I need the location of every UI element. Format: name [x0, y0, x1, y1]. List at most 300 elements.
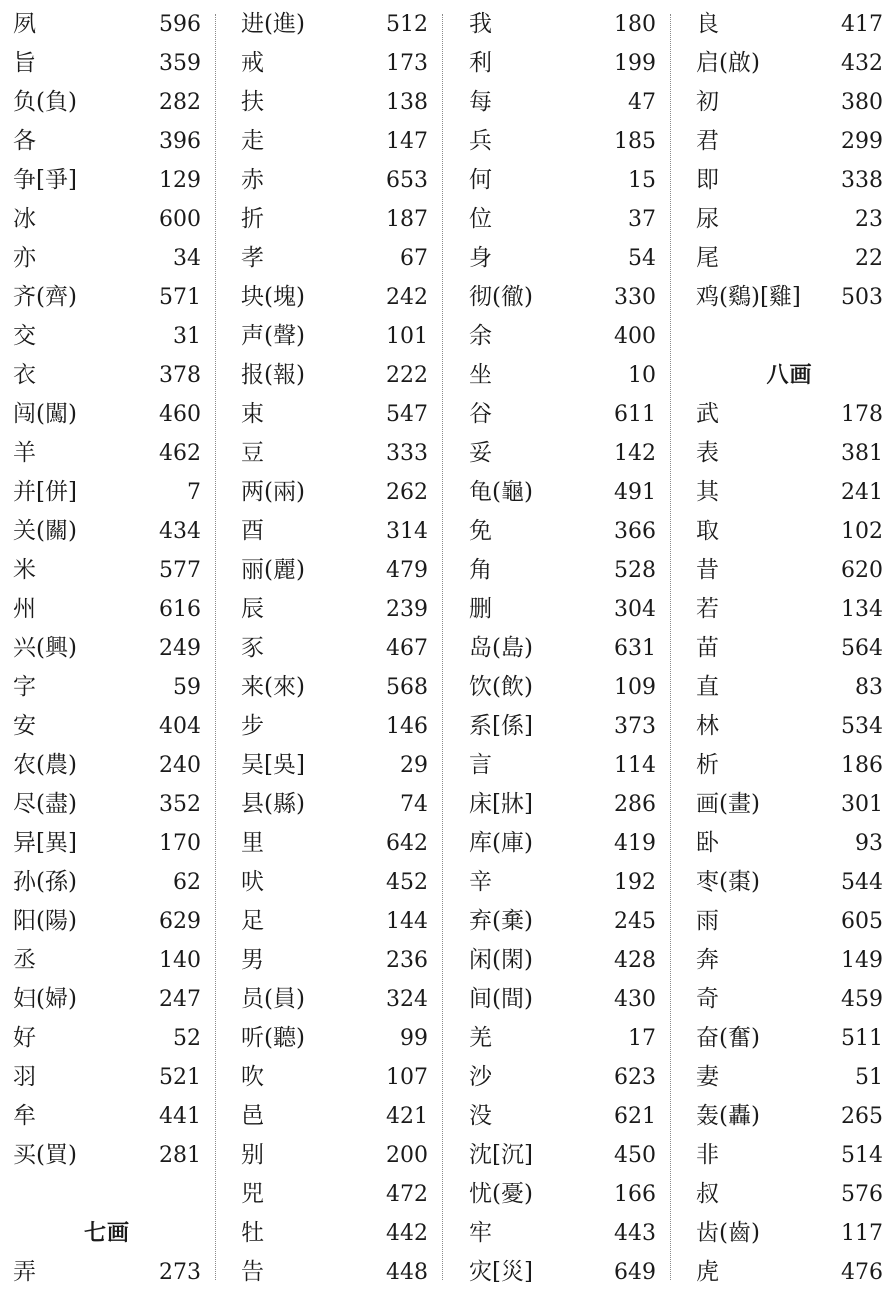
entry-character: 兕	[241, 1181, 264, 1207]
entry-page-number: 37	[628, 207, 656, 232]
index-entry	[696, 1253, 883, 1292]
entry-character: 位	[469, 206, 492, 232]
entry-character: 好	[13, 1025, 36, 1051]
index-entry	[469, 239, 656, 278]
entry-character: 兴(興)	[13, 635, 77, 661]
index-entry	[241, 434, 428, 473]
index-entry	[469, 629, 656, 668]
entry-page-number: 147	[386, 129, 428, 154]
index-entry	[241, 5, 428, 44]
entry-character: 折	[241, 206, 264, 232]
entry-character: 两(兩)	[241, 479, 305, 505]
entry-page-number: 314	[386, 519, 428, 544]
entry-character: 免	[469, 518, 492, 544]
entry-page-number: 564	[841, 636, 883, 661]
entry-character: 闯(闖)	[13, 401, 77, 427]
entry-character: 齿(齒)	[696, 1220, 760, 1246]
entry-character: 农(農)	[13, 752, 77, 778]
entry-page-number: 442	[386, 1221, 428, 1246]
entry-page-number: 67	[400, 246, 428, 271]
entry-character: 鸡(鷄)[雞]	[696, 284, 801, 310]
entry-page-number: 479	[386, 558, 428, 583]
index-entry	[696, 5, 883, 44]
entry-character: 吠	[241, 869, 264, 895]
entry-character: 扶	[241, 89, 264, 115]
entry-character: 奔	[696, 947, 719, 973]
entry-page-number: 170	[159, 831, 201, 856]
entry-page-number: 476	[841, 1260, 883, 1285]
entry-character: 表	[696, 440, 719, 466]
index-entry	[13, 317, 201, 356]
entry-character: 争[爭]	[13, 167, 77, 193]
entry-character: 牡	[241, 1220, 264, 1246]
entry-character: 妥	[469, 440, 492, 466]
entry-page-number: 366	[614, 519, 656, 544]
entry-page-number: 534	[841, 714, 883, 739]
entry-character: 谷	[469, 401, 492, 427]
entry-page-number: 241	[841, 480, 883, 505]
index-entry	[13, 395, 201, 434]
entry-character: 彻(徹)	[469, 284, 533, 310]
entry-page-number: 185	[614, 129, 656, 154]
entry-page-number: 15	[628, 168, 656, 193]
entry-character: 析	[696, 752, 719, 778]
entry-page-number: 443	[614, 1221, 656, 1246]
entry-character: 足	[241, 908, 264, 934]
entry-page-number: 359	[159, 51, 201, 76]
index-entry	[13, 5, 201, 44]
entry-character: 言	[469, 752, 492, 778]
entry-page-number: 621	[614, 1104, 656, 1129]
entry-character: 利	[469, 50, 492, 76]
entry-character: 其	[696, 479, 719, 505]
index-entry	[241, 551, 428, 590]
entry-page-number: 304	[614, 597, 656, 622]
index-entry	[241, 122, 428, 161]
index-entry	[696, 590, 883, 629]
index-entry	[13, 200, 201, 239]
entry-page-number: 611	[614, 402, 656, 427]
entry-page-number: 528	[614, 558, 656, 583]
entry-character: 君	[696, 128, 719, 154]
entry-character: 若	[696, 596, 719, 622]
entry-character: 龟(龜)	[469, 479, 533, 505]
entry-page-number: 138	[386, 90, 428, 115]
index-entry	[469, 707, 656, 746]
index-entry	[696, 278, 883, 317]
entry-page-number: 282	[159, 90, 201, 115]
entry-character: 州	[13, 596, 36, 622]
entry-page-number: 74	[400, 792, 428, 817]
entry-character: 没	[469, 1103, 492, 1129]
index-entry	[696, 512, 883, 551]
entry-character: 间(間)	[469, 986, 533, 1012]
entry-page-number: 623	[614, 1065, 656, 1090]
index-entry	[241, 473, 428, 512]
index-entry	[696, 44, 883, 83]
index-entry	[696, 707, 883, 746]
index-entry	[696, 746, 883, 785]
entry-page-number: 47	[628, 90, 656, 115]
entry-page-number: 428	[614, 948, 656, 973]
entry-character: 块(塊)	[241, 284, 305, 310]
entry-page-number: 324	[386, 987, 428, 1012]
entry-page-number: 503	[841, 285, 883, 310]
index-entry	[469, 902, 656, 941]
entry-character: 亦	[13, 245, 36, 271]
index-entry	[469, 668, 656, 707]
entry-page-number: 432	[841, 51, 883, 76]
entry-page-number: 245	[614, 909, 656, 934]
entry-page-number: 199	[614, 51, 656, 76]
entry-page-number: 249	[159, 636, 201, 661]
entry-character: 岛(島)	[469, 635, 533, 661]
entry-page-number: 23	[855, 207, 883, 232]
index-entry	[469, 785, 656, 824]
entry-character: 步	[241, 713, 264, 739]
index-entry	[241, 239, 428, 278]
entry-page-number: 404	[159, 714, 201, 739]
entry-character: 奇	[696, 986, 719, 1012]
entry-character: 林	[696, 713, 719, 739]
entry-page-number: 101	[386, 324, 428, 349]
entry-character: 妇(婦)	[13, 986, 77, 1012]
entry-page-number: 330	[614, 285, 656, 310]
entry-character: 虎	[696, 1259, 719, 1285]
entry-page-number: 222	[386, 363, 428, 388]
index-entry	[469, 473, 656, 512]
stroke-count-heading: 八画	[766, 363, 813, 388]
entry-page-number: 491	[614, 480, 656, 505]
entry-page-number: 381	[841, 441, 883, 466]
index-entry	[469, 356, 656, 395]
index-entry	[696, 1214, 883, 1253]
index-column-1	[13, 5, 201, 1292]
entry-character: 孙(孫)	[13, 869, 77, 895]
entry-page-number: 51	[855, 1065, 883, 1090]
index-entry	[13, 863, 201, 902]
entry-character: 字	[13, 674, 36, 700]
entry-character: 即	[696, 167, 719, 193]
entry-page-number: 7	[187, 480, 201, 505]
entry-page-number: 17	[628, 1026, 656, 1051]
index-entry	[241, 1058, 428, 1097]
index-entry	[241, 707, 428, 746]
entry-character: 别	[241, 1142, 264, 1168]
index-entry	[13, 512, 201, 551]
entry-page-number: 511	[841, 1026, 883, 1051]
index-entry	[241, 1253, 428, 1292]
entry-page-number: 472	[386, 1182, 428, 1207]
entry-page-number: 460	[159, 402, 201, 427]
index-entry	[241, 785, 428, 824]
index-entry	[13, 239, 201, 278]
index-entry	[13, 1097, 201, 1136]
entry-page-number: 467	[386, 636, 428, 661]
entry-page-number: 59	[173, 675, 201, 700]
index-entry	[241, 1214, 428, 1253]
index-entry	[469, 122, 656, 161]
index-entry	[469, 980, 656, 1019]
entry-page-number: 605	[841, 909, 883, 934]
entry-character: 声(聲)	[241, 323, 305, 349]
index-entry	[13, 44, 201, 83]
index-entry	[469, 5, 656, 44]
entry-character: 尾	[696, 245, 719, 271]
index-entry	[696, 980, 883, 1019]
entry-character: 角	[469, 557, 492, 583]
entry-character: 米	[13, 557, 36, 583]
index-entry	[241, 317, 428, 356]
entry-page-number: 338	[841, 168, 883, 193]
entry-character: 孝	[241, 245, 264, 271]
index-entry	[241, 863, 428, 902]
entry-character: 昔	[696, 557, 719, 583]
entry-page-number: 281	[159, 1143, 201, 1168]
index-entry	[13, 1253, 201, 1292]
entry-page-number: 434	[159, 519, 201, 544]
index-entry	[13, 434, 201, 473]
entry-character: 每	[469, 89, 492, 115]
entry-page-number: 352	[159, 792, 201, 817]
index-entry	[13, 824, 201, 863]
entry-page-number: 512	[386, 12, 428, 37]
entry-page-number: 631	[614, 636, 656, 661]
entry-character: 报(報)	[241, 362, 305, 388]
entry-page-number: 577	[159, 558, 201, 583]
index-entry	[241, 980, 428, 1019]
entry-character: 豆	[241, 440, 264, 466]
entry-page-number: 642	[386, 831, 428, 856]
index-entry	[13, 746, 201, 785]
entry-page-number: 239	[386, 597, 428, 622]
entry-character: 来(來)	[241, 674, 305, 700]
entry-page-number: 378	[159, 363, 201, 388]
index-entry	[696, 824, 883, 863]
entry-page-number: 129	[159, 168, 201, 193]
entry-character: 走	[241, 128, 264, 154]
entry-character: 良	[696, 11, 719, 37]
entry-character: 旨	[13, 50, 36, 76]
column-divider	[670, 14, 671, 1280]
entry-character: 牢	[469, 1220, 492, 1246]
index-entry	[696, 941, 883, 980]
entry-character: 异[異]	[13, 830, 77, 856]
index-entry	[241, 200, 428, 239]
entry-page-number: 629	[159, 909, 201, 934]
entry-page-number: 452	[386, 870, 428, 895]
index-entry	[469, 863, 656, 902]
entry-page-number: 109	[614, 675, 656, 700]
index-entry	[241, 590, 428, 629]
entry-page-number: 187	[386, 207, 428, 232]
entry-page-number: 236	[386, 948, 428, 973]
index-entry	[469, 590, 656, 629]
index-column-4	[696, 5, 883, 1292]
entry-character: 删	[469, 596, 492, 622]
entry-character: 冰	[13, 206, 36, 232]
entry-character: 坐	[469, 362, 492, 388]
entry-character: 县(縣)	[241, 791, 305, 817]
entry-character: 各	[13, 128, 36, 154]
entry-character: 兵	[469, 128, 492, 154]
index-entry	[13, 629, 201, 668]
index-entry	[469, 434, 656, 473]
entry-page-number: 421	[386, 1104, 428, 1129]
entry-character: 闲(閑)	[469, 947, 533, 973]
entry-character: 弃(棄)	[469, 908, 533, 934]
index-entry	[469, 746, 656, 785]
entry-page-number: 99	[400, 1026, 428, 1051]
entry-character: 库(庫)	[469, 830, 533, 856]
index-entry	[469, 395, 656, 434]
entry-character: 弄	[13, 1259, 36, 1285]
entry-page-number: 149	[841, 948, 883, 973]
index-entry	[696, 200, 883, 239]
entry-page-number: 180	[614, 12, 656, 37]
index-entry	[469, 1214, 656, 1253]
entry-page-number: 186	[841, 753, 883, 778]
entry-character: 买(買)	[13, 1142, 77, 1168]
entry-page-number: 653	[386, 168, 428, 193]
entry-character: 尿	[696, 206, 719, 232]
entry-character: 吴[吳]	[241, 752, 305, 778]
entry-character: 关(關)	[13, 518, 77, 544]
index-entry	[241, 44, 428, 83]
entry-page-number: 107	[386, 1065, 428, 1090]
entry-page-number: 430	[614, 987, 656, 1012]
index-entry	[13, 668, 201, 707]
entry-character: 员(員)	[241, 986, 305, 1012]
entry-character: 叔	[696, 1181, 719, 1207]
column-divider	[215, 14, 216, 1280]
entry-character: 武	[696, 401, 719, 427]
entry-page-number: 649	[614, 1260, 656, 1285]
entry-page-number: 286	[614, 792, 656, 817]
entry-character: 进(進)	[241, 11, 305, 37]
index-entry	[469, 1136, 656, 1175]
index-entry	[696, 1175, 883, 1214]
column-divider	[442, 14, 443, 1280]
entry-page-number: 448	[386, 1260, 428, 1285]
entry-character: 戒	[241, 50, 264, 76]
entry-page-number: 616	[159, 597, 201, 622]
index-entry	[241, 668, 428, 707]
entry-character: 床[牀]	[469, 791, 533, 817]
entry-page-number: 140	[159, 948, 201, 973]
index-entry	[696, 395, 883, 434]
entry-character: 我	[469, 11, 492, 37]
index-entry	[696, 83, 883, 122]
index-entry	[469, 551, 656, 590]
entry-character: 里	[241, 830, 264, 856]
entry-page-number: 450	[614, 1143, 656, 1168]
entry-character: 沈[沉]	[469, 1142, 533, 1168]
entry-character: 身	[469, 245, 492, 271]
index-entry	[241, 395, 428, 434]
entry-page-number: 459	[841, 987, 883, 1012]
index-entry	[696, 161, 883, 200]
entry-page-number: 242	[386, 285, 428, 310]
entry-character: 安	[13, 713, 36, 739]
index-entry	[241, 746, 428, 785]
index-entry	[13, 902, 201, 941]
entry-character: 辰	[241, 596, 264, 622]
entry-page-number: 400	[614, 324, 656, 349]
entry-page-number: 52	[173, 1026, 201, 1051]
entry-character: 牟	[13, 1103, 36, 1129]
entry-character: 负(負)	[13, 89, 77, 115]
entry-page-number: 514	[841, 1143, 883, 1168]
entry-page-number: 200	[386, 1143, 428, 1168]
entry-character: 雨	[696, 908, 719, 934]
index-entry	[469, 317, 656, 356]
index-entry	[241, 83, 428, 122]
entry-page-number: 265	[841, 1104, 883, 1129]
entry-page-number: 83	[855, 675, 883, 700]
entry-character: 轰(轟)	[696, 1103, 760, 1129]
index-entry	[469, 278, 656, 317]
entry-page-number: 240	[159, 753, 201, 778]
index-entry	[241, 941, 428, 980]
index-entry	[696, 239, 883, 278]
entry-character: 豕	[241, 635, 264, 661]
entry-character: 羊	[13, 440, 36, 466]
entry-page-number: 380	[841, 90, 883, 115]
entry-character: 丞	[13, 947, 36, 973]
index-entry	[13, 590, 201, 629]
entry-character: 辛	[469, 869, 492, 895]
entry-page-number: 333	[386, 441, 428, 466]
entry-page-number: 568	[386, 675, 428, 700]
entry-character: 启(啟)	[696, 50, 760, 76]
stroke-count-heading: 七画	[83, 1221, 130, 1246]
index-entry	[241, 629, 428, 668]
index-entry	[241, 902, 428, 941]
entry-character: 酉	[241, 518, 264, 544]
entry-character: 奋(奮)	[696, 1025, 760, 1051]
blank-spacer	[696, 317, 883, 356]
entry-page-number: 93	[855, 831, 883, 856]
entry-page-number: 262	[386, 480, 428, 505]
index-column-3	[469, 5, 656, 1292]
entry-character: 尽(盡)	[13, 791, 77, 817]
entry-character: 邑	[241, 1103, 264, 1129]
entry-character: 羽	[13, 1064, 36, 1090]
entry-page-number: 571	[159, 285, 201, 310]
entry-page-number: 419	[614, 831, 656, 856]
entry-character: 初	[696, 89, 719, 115]
entry-page-number: 102	[841, 519, 883, 544]
entry-character: 何	[469, 167, 492, 193]
entry-character: 衣	[13, 362, 36, 388]
entry-page-number: 547	[386, 402, 428, 427]
index-entry	[13, 122, 201, 161]
entry-page-number: 146	[386, 714, 428, 739]
index-entry	[696, 668, 883, 707]
entry-page-number: 620	[841, 558, 883, 583]
index-entry	[469, 512, 656, 551]
index-entry	[13, 980, 201, 1019]
index-entry	[469, 824, 656, 863]
entry-character: 并[併]	[13, 479, 77, 505]
entry-character: 忧(憂)	[469, 1181, 533, 1207]
index-entry	[469, 941, 656, 980]
entry-character: 吹	[241, 1064, 264, 1090]
entry-page-number: 273	[159, 1260, 201, 1285]
index-entry	[469, 44, 656, 83]
index-entry	[241, 1175, 428, 1214]
